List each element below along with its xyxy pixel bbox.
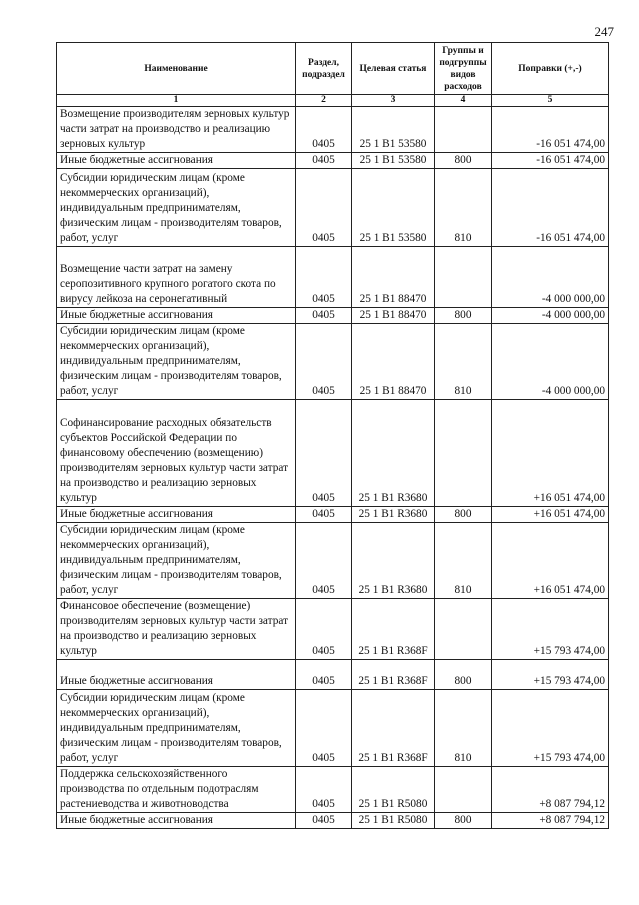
column-number: 1	[57, 95, 296, 107]
table-row	[57, 308, 609, 324]
table-row	[57, 247, 609, 308]
column-number: 4	[435, 95, 492, 107]
row-group: 800	[435, 660, 492, 690]
row-section: 0405	[296, 308, 352, 324]
row-amount: +8 087 794,12	[492, 767, 609, 813]
row-name: Иные бюджетные ассигнования	[57, 507, 296, 523]
row-amount: -4 000 000,00	[492, 324, 609, 400]
column-number: 3	[352, 95, 435, 107]
row-section: 0405	[296, 660, 352, 690]
row-amount: +15 793 474,00	[492, 660, 609, 690]
header-target: Целевая статья	[352, 43, 435, 95]
table-row	[57, 690, 609, 767]
row-group	[435, 400, 492, 507]
row-target: 25 1 B1 R368F	[352, 599, 435, 660]
row-section: 0405	[296, 169, 352, 247]
page-number: 247	[594, 24, 614, 39]
row-name: Финансовое обеспечение (возмещение) производителям зерновых культур части затрат на производство и реализацию зерновых культур	[57, 599, 296, 660]
row-name: Субсидии юридическим лицам (кроме некоммерческих организаций), индивидуальным предпринимателям, физическим лицам - производителям товаров, работ, услуг	[57, 169, 296, 247]
row-amount: +15 793 474,00	[492, 599, 609, 660]
header-amount: Поправки (+,-)	[492, 43, 609, 95]
header-name: Наименование	[57, 43, 296, 95]
row-section: 0405	[296, 153, 352, 169]
row-name: Иные бюджетные ассигнования	[57, 813, 296, 829]
row-section: 0405	[296, 324, 352, 400]
row-target: 25 1 B1 88470	[352, 247, 435, 308]
column-number: 5	[492, 95, 609, 107]
row-target: 25 1 B1 R5080	[352, 813, 435, 829]
row-group: 810	[435, 169, 492, 247]
row-target: 25 1 B1 R3680	[352, 400, 435, 507]
row-target: 25 1 B1 R368F	[352, 660, 435, 690]
row-target: 25 1 B1 53580	[352, 107, 435, 153]
row-target: 25 1 B1 88470	[352, 324, 435, 400]
budget-amendments-table	[56, 42, 609, 829]
row-group	[435, 107, 492, 153]
table-row	[57, 767, 609, 813]
row-name: Иные бюджетные ассигнования	[57, 308, 296, 324]
row-amount: +16 051 474,00	[492, 523, 609, 599]
row-section: 0405	[296, 107, 352, 153]
table-row	[57, 599, 609, 660]
row-amount: -16 051 474,00	[492, 153, 609, 169]
row-name: Возмещение части затрат на замену серопозитивного крупного рогатого скота по вирусу лейкоза на серонегативный	[57, 247, 296, 308]
header-section: Раздел, подраздел	[296, 43, 352, 95]
row-target: 25 1 B1 R5080	[352, 767, 435, 813]
table-row	[57, 153, 609, 169]
row-section: 0405	[296, 690, 352, 767]
row-amount: +16 051 474,00	[492, 400, 609, 507]
table-row	[57, 107, 609, 153]
column-number-row	[57, 95, 609, 107]
row-target: 25 1 B1 R3680	[352, 523, 435, 599]
table-row	[57, 507, 609, 523]
row-name: Иные бюджетные ассигнования	[57, 660, 296, 690]
row-name: Поддержка сельскохозяйственного производства по отдельным подотраслям растениеводства и животноводства	[57, 767, 296, 813]
row-group	[435, 767, 492, 813]
row-target: 25 1 B1 53580	[352, 169, 435, 247]
row-target: 25 1 B1 88470	[352, 308, 435, 324]
row-group: 800	[435, 507, 492, 523]
row-target: 25 1 B1 R368F	[352, 690, 435, 767]
table-row	[57, 813, 609, 829]
row-group	[435, 599, 492, 660]
row-amount: -16 051 474,00	[492, 169, 609, 247]
row-section: 0405	[296, 247, 352, 308]
header-group: Группы и подгруппы видов расходов	[435, 43, 492, 95]
row-group: 800	[435, 813, 492, 829]
row-amount: -4 000 000,00	[492, 308, 609, 324]
row-group: 800	[435, 308, 492, 324]
column-number: 2	[296, 95, 352, 107]
row-amount: -4 000 000,00	[492, 247, 609, 308]
row-group: 810	[435, 523, 492, 599]
table-row	[57, 400, 609, 507]
row-group: 810	[435, 324, 492, 400]
row-section: 0405	[296, 767, 352, 813]
row-section: 0405	[296, 599, 352, 660]
row-name: Субсидии юридическим лицам (кроме некоммерческих организаций), индивидуальным предпринимателям, физическим лицам - производителям товаров, работ, услуг	[57, 690, 296, 767]
row-group: 800	[435, 153, 492, 169]
table-row	[57, 169, 609, 247]
row-amount: -16 051 474,00	[492, 107, 609, 153]
row-target: 25 1 B1 R3680	[352, 507, 435, 523]
row-amount: +15 793 474,00	[492, 690, 609, 767]
row-amount: +8 087 794,12	[492, 813, 609, 829]
table-header-row	[57, 43, 609, 95]
row-name: Возмещение производителям зерновых культур части затрат на производство и реализацию зерновых культур	[57, 107, 296, 153]
table-row	[57, 660, 609, 690]
row-section: 0405	[296, 523, 352, 599]
row-name: Софинансирование расходных обязательств субъектов Российской Федерации по финансовому обеспечению (возмещению) производителям зерновых культур части затрат на производство и реализацию зерновых культур	[57, 400, 296, 507]
row-section: 0405	[296, 813, 352, 829]
row-group: 810	[435, 690, 492, 767]
row-group	[435, 247, 492, 308]
row-target: 25 1 B1 53580	[352, 153, 435, 169]
table-row	[57, 523, 609, 599]
row-amount: +16 051 474,00	[492, 507, 609, 523]
row-name: Субсидии юридическим лицам (кроме некоммерческих организаций), индивидуальным предпринимателям, физическим лицам - производителям товаров, работ, услуг	[57, 523, 296, 599]
row-name: Субсидии юридическим лицам (кроме некоммерческих организаций), индивидуальным предпринимателям, физическим лицам - производителям товаров, работ, услуг	[57, 324, 296, 400]
row-section: 0405	[296, 400, 352, 507]
row-name: Иные бюджетные ассигнования	[57, 153, 296, 169]
table-row	[57, 324, 609, 400]
row-section: 0405	[296, 507, 352, 523]
